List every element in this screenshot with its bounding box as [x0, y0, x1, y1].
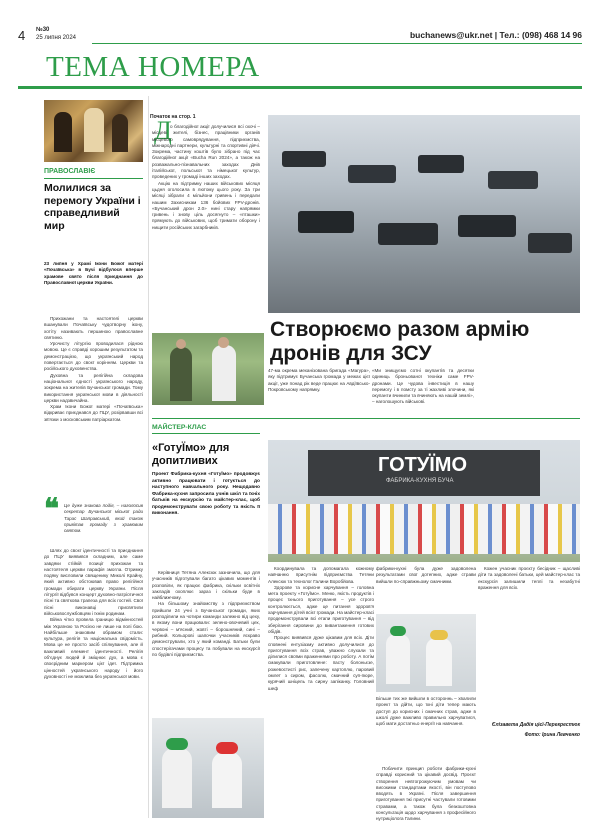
- issue-date: 25 липня 2024: [36, 35, 77, 41]
- sign-text: ГОТУЇМО: [378, 454, 468, 476]
- paragraph: Урочисту літургію проводилася рідною мовою. Це є справді хорошим результатом та демонстрацією, що український народ повертається до своєї корінням. Церкви та російського духовенства.: [44, 341, 143, 372]
- drop-cap: Д: [154, 116, 172, 145]
- issue-info: [36, 26, 76, 42]
- paragraph: Керівниця Тетяна Алексюк зазначила, що для учасників підготували багато цікавих моментів і розповіли, як працює фабрика, скільки освітніх закладів охоплює зараз і скільки буде в найближчому.: [152, 570, 260, 601]
- rubric-master-class: МАЙСТЕР-КЛАС: [152, 424, 207, 431]
- drones-article-start: [152, 124, 260, 329]
- continuation-label: Початок на стор. 1: [150, 114, 196, 120]
- master-lead: Проект Фабрика-кухня «ГотуЇмо» продовжує активно працювати і готується до наступного навчального року. Нещодавно Фабрика-кухня запросила учнів шкіл та їхніх батьків на екскурсію та майстер-клас, щоб продемонструвати свою роботу та якість її виконання.: [152, 472, 260, 516]
- section-rule: [18, 86, 582, 89]
- photo-credit: Фото: Ірина Левченко: [524, 732, 580, 738]
- paragraph: Побачити принцип роботи фабрики-кухні справді корисний та цікавий досвід. Проєкт створення невтогрожуючим умовам чи високими стандартами якості, він поступово вводять в Україні. Після завершення приготування їжі присутні частували готовими стравами, а також була безкоштовна консультація щодо харчування з професійного нутриціолога Галини.: [376, 766, 476, 822]
- master-text-right2: Більше тих же вийшли в остороннь – хвалили проект та дійти, що їхні діти тепер мають доступ до корисних і смачних страв, адже в школі дуже важливо правильно харчуватися, щоб мати достатньо енергії на навчання.: [376, 696, 476, 727]
- headline-prayer: Молилися за перемогу України і справедливий мир: [44, 182, 141, 232]
- rubric-master-rule: [152, 433, 260, 434]
- section-title: ТЕМА НОМЕРА: [46, 51, 260, 83]
- article-prayer-top: [44, 316, 143, 496]
- rubric-orthodoxy: ПРАВОСЛАВІЄ: [44, 168, 96, 175]
- column-divider: [148, 96, 149, 818]
- divider-rule: [152, 418, 580, 419]
- kitchen-photo-right: [376, 614, 476, 692]
- sign-subtext: ФАБРИКА-КУХНЯ БУЧА: [386, 478, 454, 484]
- paragraph: Координувала та допомагала кожному навчанню присутнім підприємства Тетяни Алексюк та технолог Галини Воробйова.: [268, 566, 374, 584]
- issue-number: №30: [36, 27, 50, 33]
- drones-photo: [268, 115, 580, 313]
- author-line: Єлізавета Дадія цієї-Перекрестюк: [491, 722, 580, 728]
- paragraph: Духовна та релігійна складова національної єдності українського народу, зокрема на жителів Бучанської громади. Тому використання української мови в діяльності церкви надзвичайна.: [44, 372, 143, 403]
- rubric-rule: [44, 178, 143, 179]
- drones-text-1: 47-ма окрема механізована бригада «Магура», яку підтримує Бучанська громада у межах цієї акції, уже понад рік веде працює на Авдіївсько-Покровському напрямку.: [268, 368, 370, 392]
- paragraph: Шлях до своєї ідентичності та приєднання до ПЦУ виявився складним, але саме завдяки стійкій позиції прихожан та настоятеля церкви парафія змогла. Отримку подяку висловили священику Миколі Крайну, який активно обстоював право релігійної громади обирати церкву України. Після літургії відбувся концерт духовно-патріотичної пісні та святкова трапеза для всіх гостей. Свої пісні виконавці присвятили військовослужбовцям і їхнім родинам.: [44, 548, 143, 616]
- paragraph: Процес виявився дуже цікавим для всіх. Діти сповнені ентузіазму активно долучилися до приготування всіх страв, уважно слухали та ділилися своїми враженнями про роботу. А потім смакували приготовлене: пасту болоньєзе, рожевостисті рис, запечену картоплю, паровий омлет з сиром, фасолю, смачний суп-пюре, курячий шніцель та сирну запіканку. Головний шеф: [268, 635, 374, 691]
- group-photo: [268, 440, 580, 562]
- paragraph: Акцію на підтримку наших військових місяця цьдня оголосила в лютому цього року. За три місяці зібрали 4 мільйони гривень і передали нашим Захисникам 136 бойових FPV-дронів. «Бучанський дрон 2.0» нині стару напрямки гривень і знову ціль досягнуто – «пташки» прямують до військових, щоб тримати оборону і нищити російських загарбників.: [152, 180, 260, 230]
- paragraph: Прихожани та настоятелі церкви вшанували Почаївську чудотворну ікону, хотіту називають першиною православне святиню.: [44, 316, 143, 340]
- drones-headline: Створюємо разом армію дронів для ЗСУ: [270, 318, 530, 365]
- soldiers-photo: [152, 333, 264, 405]
- kitchen-photo-left: [152, 718, 264, 818]
- pull-quote: Це дуже знакова подія, – наголосив секретар Бучанської міської ради Тарас Шаправський, який також привітав громаду з храмовим святом.: [64, 503, 143, 534]
- paragraph: Війна чітко провела границю відмінностей між Україною та Росією не лише на полі бою. Найбільше знаковим обрамом стали: культура, релігія та національна свідомість. Мова це не просто засіб спілкування, але й важливий елемент ідентичності. Релігія об'єднує людей й зміцнює дух, а мова є своєрідним маркером цієї ідеї. Підтримка цінностей українського народу і його духовності не можлива без української мови.: [44, 617, 143, 679]
- drones-text-2: «Ми знищуємо сотні окупантів та десятки одиниць броньованої техніки саме FPV-дронами. Це чудова інвестиція в нашу перемогу і в помсту за ті жахливі злочини, які окупанти вчинили та вчиняють на нашій землі», – наголошують військові.: [372, 368, 474, 405]
- master-text-right1: фабрики-кухні була дуже задоволена результатами свої дотепних, адже страви вийшли по-справжньому смачними.: [376, 566, 476, 584]
- lead-prayer: 23 липня у Храмі Ікони Божої матері «Почаївська» в Бучі відбулося вперше храмове свято після приєднання до Православної церкви України.: [44, 261, 143, 285]
- master-headline: «ГотуЇмо» для допитливих: [152, 442, 230, 467]
- quote-mark-icon: ❝: [44, 494, 60, 525]
- header-rule: [92, 43, 582, 44]
- church-service-photo: [44, 100, 143, 162]
- paragraph: Храм Ікони Божої матері «Почаївська» відкриває приєднався до ПЦУ, розірвавши всі зв'язки з московським патріархатом.: [44, 404, 143, 422]
- master-text-left: [152, 570, 260, 715]
- master-text-right4: [478, 566, 580, 716]
- master-text-right3: [376, 766, 476, 822]
- paragraph: о благодійної акції долучилися всі охочі – місцеві жителі, бізнес, працівники органів місцевого самоврядування, підприємства, міжнародні партнери, культурні та спортивні діячі. Зокрема, частину коштів було зібрано під час благодійної акції «Bucha Run 2024», а також на розважально-пізнавальних заходах Днів італійської, польської та німецької культур, проведених у громаді інших заходах.: [152, 124, 260, 180]
- paragraph: Здорове та корисне харчування – головна мета проекту «ГотуЇмо». Меню, якість продуктів і процес їхнього приготування – усе строго контролюється, адже це питання здоров'я харчування дітей всієї громади. На майстер-класі продемонстрували всі етапи приготування – від зберігання сировини до вивантаження готових обідів.: [268, 584, 374, 634]
- paragraph: Кожен учасник проєкту бесідник – щасливі діти та задоволені батьки, цей майстер-клас та екскурсія залишили теплі та незабутні враження для всіх.: [478, 566, 580, 590]
- article-prayer-bottom: [44, 548, 143, 818]
- master-text-mid: [268, 566, 374, 818]
- page-number: 4: [18, 28, 26, 43]
- header-contacts: buchanews@ukr.net | Тел.: (098) 468 14 96: [409, 30, 582, 40]
- paragraph: На більшому знайомству з підприємством прийшли 24 учні з Бучанської громади, яких розподілили на чотири команди залежно від цеху, в якому вони працювали: зелено-овочевий цех, червоні – м'ясний, жовті – борошняний, сині – рибний. Кольорові шапочки учасників яскраво демонстрували, хто у який команді. Батьки були спостерігачами процесу та побували на екскурсії по будівлі підприємства.: [152, 601, 260, 657]
